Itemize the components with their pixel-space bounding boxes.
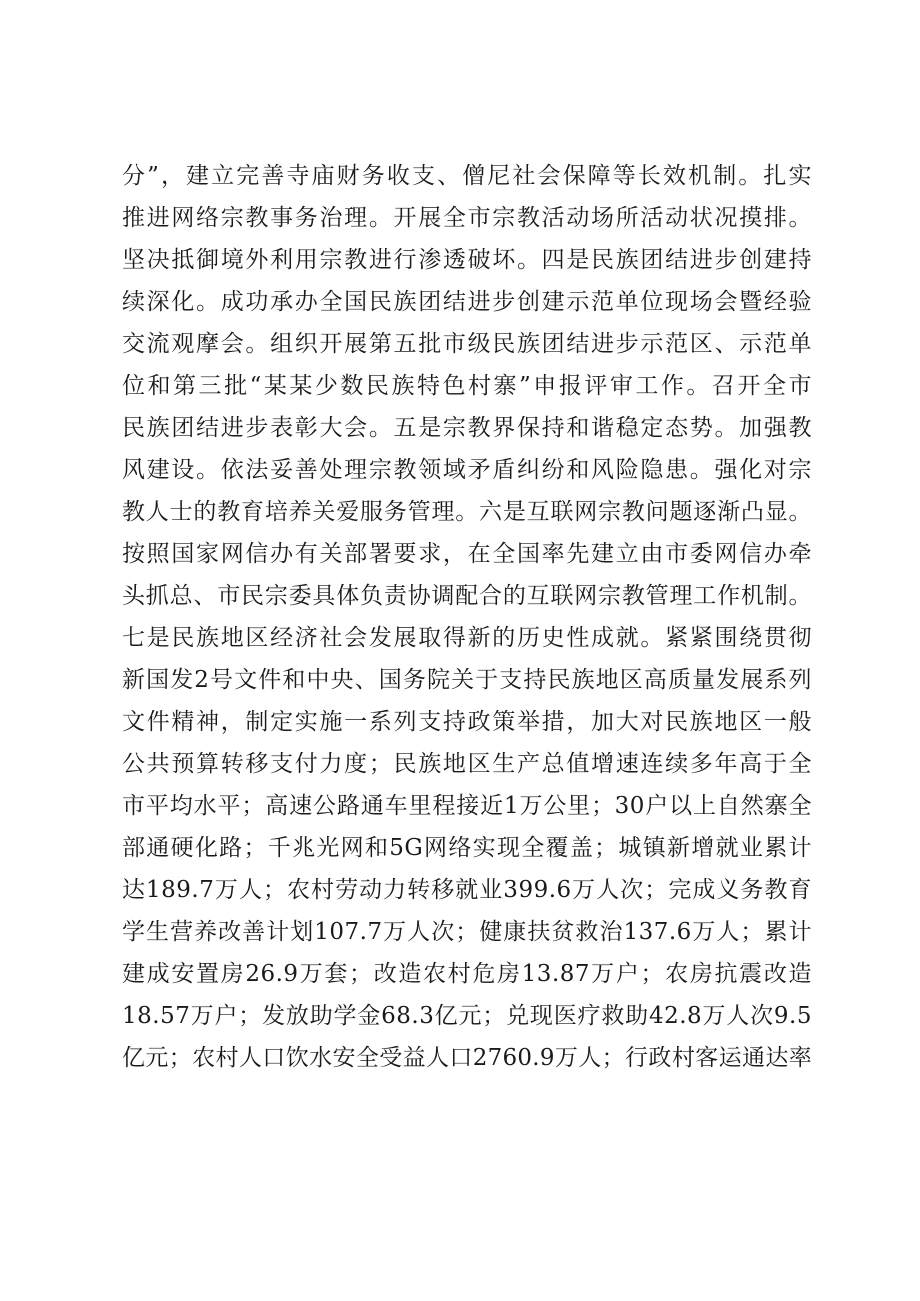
- text-line: 交流观摩会。组织开展第五批市级民族团结进步示范区、示范单: [122, 331, 812, 357]
- text-line: 建成安置房26.9万套；改造农村危房13.87万户；农房抗震改造: [122, 961, 812, 987]
- text-line: 位和第三批“某某少数民族特色村寨”申报评审工作。召开全市: [122, 373, 812, 399]
- text-line: 18.57万户；发放助学金68.3亿元；兑现医疗救助42.8万人次9.5: [122, 1003, 812, 1029]
- text-line: 推进网络宗教事务治理。开展全市宗教活动场所活动状况摸排。: [122, 205, 812, 231]
- text-line: 部通硬化路；千兆光网和5G网络实现全覆盖；城镇新增就业累计: [122, 835, 812, 861]
- text-line: 文件精神，制定实施一系列支持政策举措，加大对民族地区一般: [122, 709, 812, 735]
- text-line: 分”，建立完善寺庙财务收支、僧尼社会保障等长效机制。扎实: [122, 163, 812, 189]
- text-line: 续深化。成功承办全国民族团结进步创建示范单位现场会暨经验: [122, 289, 812, 315]
- text-line: 民族团结进步表彰大会。五是宗教界保持和谐稳定态势。加强教: [122, 415, 812, 441]
- text-line: 学生营养改善计划107.7万人次；健康扶贫救治137.6万人；累计: [122, 919, 812, 945]
- text-line: 坚决抵御境外利用宗教进行渗透破坏。四是民族团结进步创建持: [122, 247, 812, 273]
- text-line: 风建设。依法妥善处理宗教领域矛盾纠纷和风险隐患。强化对宗: [122, 457, 812, 483]
- text-line: 亿元；农村人口饮水安全受益人口2760.9万人；行政村客运通达率: [122, 1045, 812, 1071]
- text-line: 市平均水平；高速公路通车里程接近1万公里；30户以上自然寨全: [122, 793, 812, 819]
- text-line: 公共预算转移支付力度；民族地区生产总值增速连续多年高于全: [122, 751, 812, 777]
- text-line: 按照国家网信办有关部署要求，在全国率先建立由市委网信办牵: [122, 541, 812, 567]
- text-line: 达189.7万人；农村劳动力转移就业399.6万人次；完成义务教育: [122, 877, 812, 903]
- text-line: 七是民族地区经济社会发展取得新的历史性成就。紧紧围绕贯彻: [122, 625, 812, 651]
- text-line: 教人士的教育培养关爱服务管理。六是互联网宗教问题逐渐凸显。: [122, 499, 812, 525]
- text-line: 新国发2号文件和中央、国务院关于支持民族地区高质量发展系列: [122, 667, 812, 693]
- body-paragraph: [122, 155, 812, 1079]
- text-line: 头抓总、市民宗委具体负责协调配合的互联网宗教管理工作机制。: [122, 583, 812, 609]
